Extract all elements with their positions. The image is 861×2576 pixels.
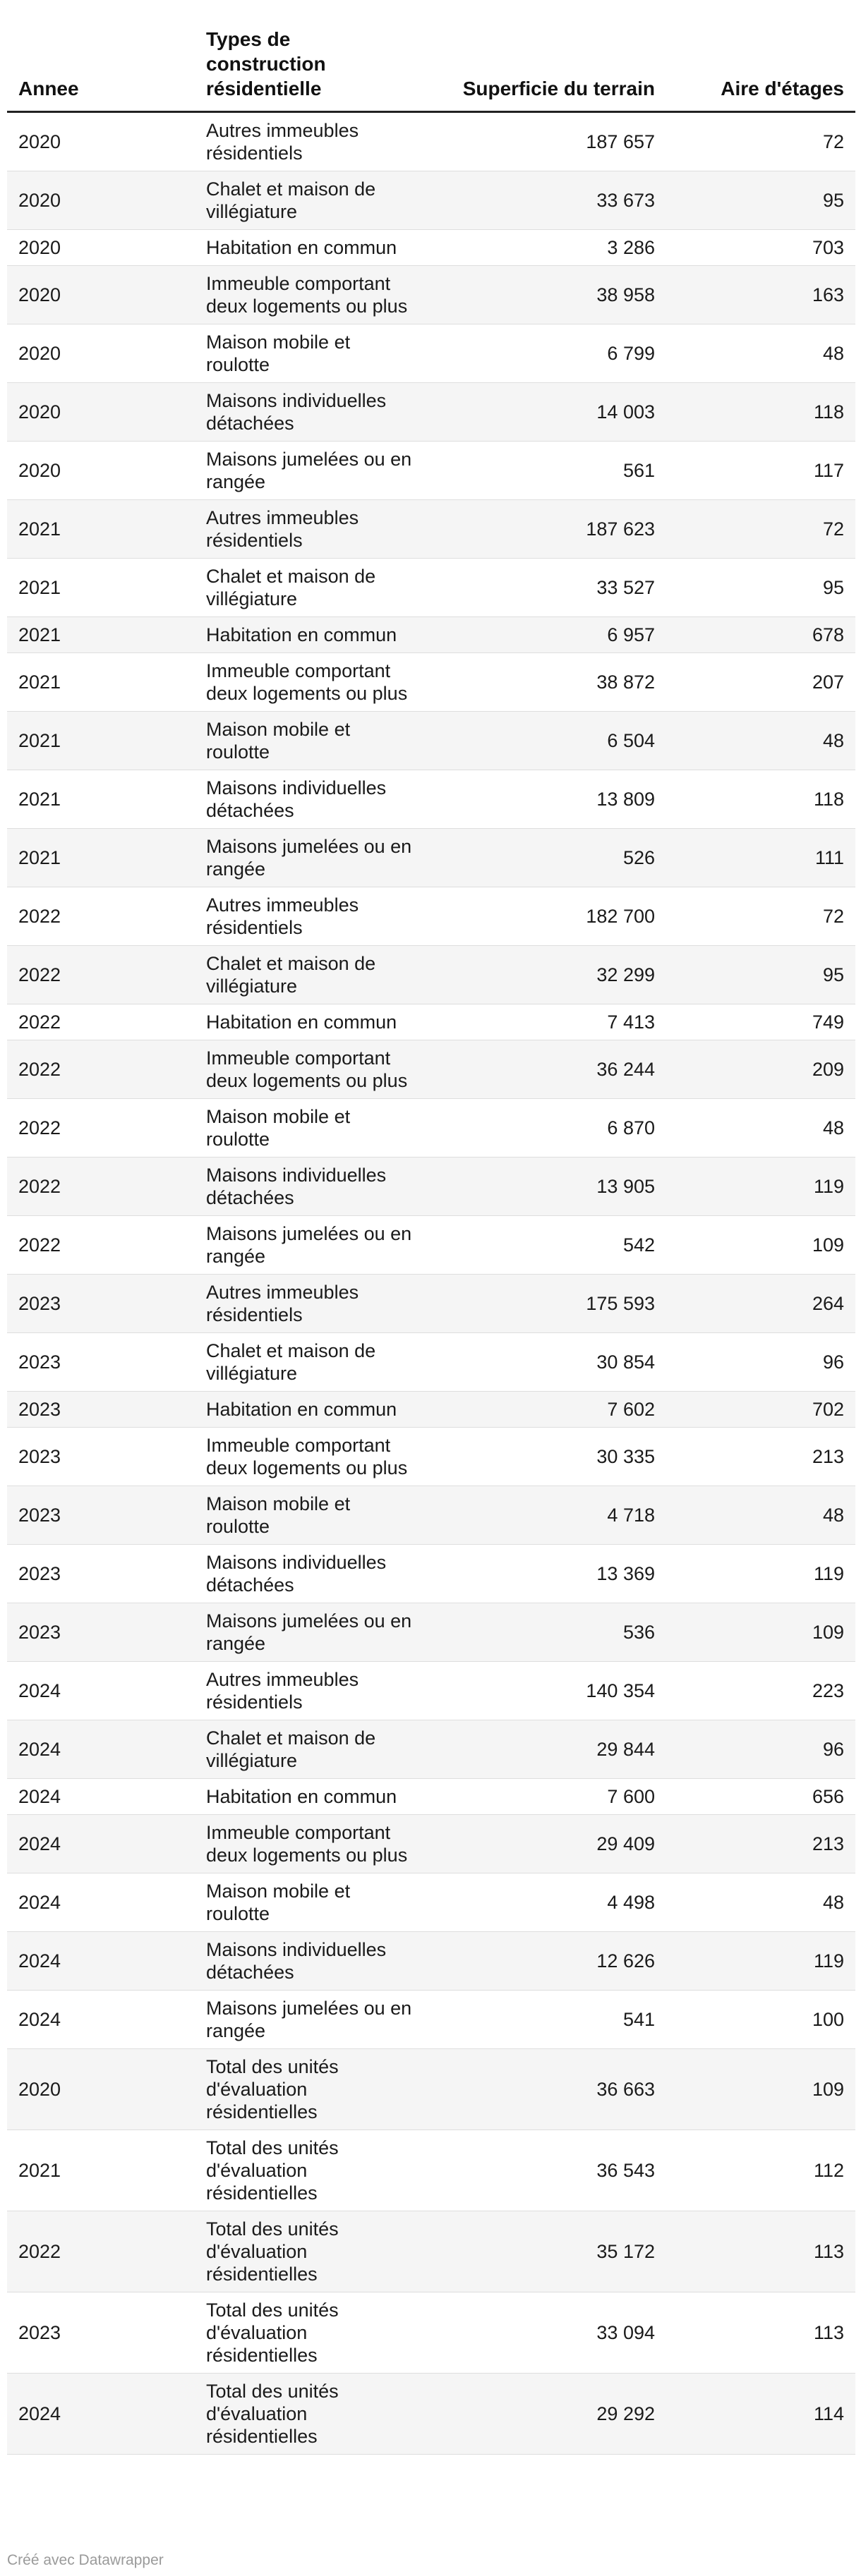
type-cell: Chalet et maison de villégiature bbox=[196, 559, 422, 617]
type-cell: Maisons jumelées ou en rangée bbox=[196, 442, 422, 500]
type-cell: Chalet et maison de villégiature bbox=[196, 946, 422, 1004]
year-cell: 2022 bbox=[7, 887, 196, 946]
aire-cell: 48 bbox=[666, 324, 855, 383]
aire-cell: 112 bbox=[666, 2130, 855, 2211]
type-cell: Total des unités d'évaluation résidentielles bbox=[196, 2049, 422, 2130]
superficie-cell: 36 543 bbox=[422, 2130, 666, 2211]
superficie-cell: 29 844 bbox=[422, 1720, 666, 1779]
superficie-cell: 29 292 bbox=[422, 2374, 666, 2455]
year-cell: 2022 bbox=[7, 1216, 196, 1275]
year-cell: 2024 bbox=[7, 1873, 196, 1932]
year-cell: 2021 bbox=[7, 770, 196, 829]
aire-cell: 117 bbox=[666, 442, 855, 500]
table-row bbox=[7, 230, 855, 266]
table-row bbox=[7, 712, 855, 770]
superficie-cell: 6 870 bbox=[422, 1099, 666, 1158]
aire-cell: 72 bbox=[666, 887, 855, 946]
superficie-cell: 140 354 bbox=[422, 1662, 666, 1720]
data-table bbox=[7, 27, 855, 2455]
year-cell: 2020 bbox=[7, 266, 196, 324]
type-cell: Autres immeubles résidentiels bbox=[196, 1275, 422, 1333]
type-cell: Maisons individuelles détachées bbox=[196, 770, 422, 829]
header-row bbox=[7, 27, 855, 112]
aire-cell: 72 bbox=[666, 500, 855, 559]
column-header-aire[interactable]: Aire d'étages bbox=[666, 27, 855, 112]
type-cell: Habitation en commun bbox=[196, 230, 422, 266]
aire-cell: 109 bbox=[666, 1603, 855, 1662]
year-cell: 2020 bbox=[7, 324, 196, 383]
superficie-cell: 7 602 bbox=[422, 1392, 666, 1428]
type-cell: Total des unités d'évaluation résidentielles bbox=[196, 2374, 422, 2455]
superficie-cell: 187 657 bbox=[422, 112, 666, 171]
table-row bbox=[7, 653, 855, 712]
year-cell: 2020 bbox=[7, 442, 196, 500]
superficie-cell: 13 809 bbox=[422, 770, 666, 829]
year-cell: 2024 bbox=[7, 1932, 196, 1991]
table-row bbox=[7, 1932, 855, 1991]
year-cell: 2023 bbox=[7, 1603, 196, 1662]
table-row bbox=[7, 2292, 855, 2374]
aire-cell: 48 bbox=[666, 1486, 855, 1545]
aire-cell: 109 bbox=[666, 1216, 855, 1275]
table-row bbox=[7, 1815, 855, 1873]
superficie-cell: 561 bbox=[422, 442, 666, 500]
table-row bbox=[7, 324, 855, 383]
year-cell: 2021 bbox=[7, 559, 196, 617]
superficie-cell: 182 700 bbox=[422, 887, 666, 946]
table-row bbox=[7, 559, 855, 617]
year-cell: 2023 bbox=[7, 1486, 196, 1545]
table-row bbox=[7, 1662, 855, 1720]
aire-cell: 703 bbox=[666, 230, 855, 266]
aire-cell: 119 bbox=[666, 1545, 855, 1603]
year-cell: 2022 bbox=[7, 1004, 196, 1040]
superficie-cell: 14 003 bbox=[422, 383, 666, 442]
table-row bbox=[7, 1779, 855, 1815]
superficie-cell: 29 409 bbox=[422, 1815, 666, 1873]
aire-cell: 223 bbox=[666, 1662, 855, 1720]
type-cell: Maison mobile et roulotte bbox=[196, 1099, 422, 1158]
year-cell: 2020 bbox=[7, 230, 196, 266]
type-cell: Maisons individuelles détachées bbox=[196, 383, 422, 442]
aire-cell: 119 bbox=[666, 1932, 855, 1991]
type-cell: Maisons jumelées ou en rangée bbox=[196, 1216, 422, 1275]
table-row bbox=[7, 2374, 855, 2455]
column-header-year[interactable]: Annee bbox=[7, 27, 196, 112]
aire-cell: 96 bbox=[666, 1720, 855, 1779]
aire-cell: 48 bbox=[666, 712, 855, 770]
table-row bbox=[7, 1486, 855, 1545]
column-header-type[interactable]: Types de construction résidentielle bbox=[196, 27, 422, 112]
superficie-cell: 30 335 bbox=[422, 1428, 666, 1486]
year-cell: 2020 bbox=[7, 383, 196, 442]
table-row bbox=[7, 829, 855, 887]
aire-cell: 209 bbox=[666, 1040, 855, 1099]
superficie-cell: 187 623 bbox=[422, 500, 666, 559]
table-row bbox=[7, 1720, 855, 1779]
table-body bbox=[7, 112, 855, 2455]
table-header bbox=[7, 27, 855, 112]
year-cell: 2024 bbox=[7, 1815, 196, 1873]
aire-cell: 100 bbox=[666, 1991, 855, 2049]
type-cell: Autres immeubles résidentiels bbox=[196, 1662, 422, 1720]
superficie-cell: 3 286 bbox=[422, 230, 666, 266]
table-row bbox=[7, 500, 855, 559]
year-cell: 2024 bbox=[7, 1779, 196, 1815]
superficie-cell: 13 369 bbox=[422, 1545, 666, 1603]
table-row bbox=[7, 442, 855, 500]
type-cell: Maisons individuelles détachées bbox=[196, 1545, 422, 1603]
type-cell: Autres immeubles résidentiels bbox=[196, 887, 422, 946]
table-row bbox=[7, 1216, 855, 1275]
type-cell: Total des unités d'évaluation résidentielles bbox=[196, 2292, 422, 2374]
year-cell: 2020 bbox=[7, 2049, 196, 2130]
type-cell: Immeuble comportant deux logements ou plus bbox=[196, 266, 422, 324]
data-table-container bbox=[7, 27, 855, 2455]
superficie-cell: 33 673 bbox=[422, 171, 666, 230]
superficie-cell: 541 bbox=[422, 1991, 666, 2049]
aire-cell: 163 bbox=[666, 266, 855, 324]
type-cell: Maison mobile et roulotte bbox=[196, 1486, 422, 1545]
year-cell: 2022 bbox=[7, 1099, 196, 1158]
aire-cell: 114 bbox=[666, 2374, 855, 2455]
aire-cell: 96 bbox=[666, 1333, 855, 1392]
type-cell: Habitation en commun bbox=[196, 1779, 422, 1815]
type-cell: Maison mobile et roulotte bbox=[196, 324, 422, 383]
year-cell: 2024 bbox=[7, 1991, 196, 2049]
table-row bbox=[7, 887, 855, 946]
superficie-cell: 33 527 bbox=[422, 559, 666, 617]
year-cell: 2024 bbox=[7, 2374, 196, 2455]
type-cell: Autres immeubles résidentiels bbox=[196, 500, 422, 559]
aire-cell: 95 bbox=[666, 559, 855, 617]
year-cell: 2020 bbox=[7, 112, 196, 171]
superficie-cell: 13 905 bbox=[422, 1158, 666, 1216]
superficie-cell: 6 957 bbox=[422, 617, 666, 653]
superficie-cell: 4 498 bbox=[422, 1873, 666, 1932]
year-cell: 2022 bbox=[7, 1040, 196, 1099]
table-row bbox=[7, 2049, 855, 2130]
aire-cell: 109 bbox=[666, 2049, 855, 2130]
superficie-cell: 12 626 bbox=[422, 1932, 666, 1991]
table-row bbox=[7, 1392, 855, 1428]
type-cell: Maison mobile et roulotte bbox=[196, 712, 422, 770]
table-row bbox=[7, 2211, 855, 2292]
aire-cell: 113 bbox=[666, 2292, 855, 2374]
year-cell: 2021 bbox=[7, 2130, 196, 2211]
year-cell: 2023 bbox=[7, 1428, 196, 1486]
table-row bbox=[7, 1873, 855, 1932]
type-cell: Habitation en commun bbox=[196, 1392, 422, 1428]
table-row bbox=[7, 112, 855, 171]
aire-cell: 119 bbox=[666, 1158, 855, 1216]
type-cell: Maisons jumelées ou en rangée bbox=[196, 1991, 422, 2049]
table-row bbox=[7, 2130, 855, 2211]
type-cell: Autres immeubles résidentiels bbox=[196, 112, 422, 171]
superficie-cell: 38 872 bbox=[422, 653, 666, 712]
type-cell: Maisons individuelles détachées bbox=[196, 1932, 422, 1991]
table-row bbox=[7, 383, 855, 442]
superficie-cell: 175 593 bbox=[422, 1275, 666, 1333]
superficie-cell: 35 172 bbox=[422, 2211, 666, 2292]
year-cell: 2020 bbox=[7, 171, 196, 230]
superficie-cell: 36 663 bbox=[422, 2049, 666, 2130]
type-cell: Immeuble comportant deux logements ou plus bbox=[196, 653, 422, 712]
aire-cell: 95 bbox=[666, 946, 855, 1004]
table-row bbox=[7, 1991, 855, 2049]
aire-cell: 48 bbox=[666, 1099, 855, 1158]
aire-cell: 118 bbox=[666, 383, 855, 442]
year-cell: 2021 bbox=[7, 617, 196, 653]
table-row bbox=[7, 1545, 855, 1603]
column-header-superficie[interactable]: Superficie du terrain bbox=[422, 27, 666, 112]
table-row bbox=[7, 1099, 855, 1158]
aire-cell: 48 bbox=[666, 1873, 855, 1932]
table-row bbox=[7, 171, 855, 230]
superficie-cell: 542 bbox=[422, 1216, 666, 1275]
datawrapper-credit: Créé avec Datawrapper bbox=[7, 2552, 164, 2568]
superficie-cell: 32 299 bbox=[422, 946, 666, 1004]
type-cell: Chalet et maison de villégiature bbox=[196, 171, 422, 230]
year-cell: 2023 bbox=[7, 1392, 196, 1428]
aire-cell: 749 bbox=[666, 1004, 855, 1040]
table-row bbox=[7, 1004, 855, 1040]
superficie-cell: 7 413 bbox=[422, 1004, 666, 1040]
superficie-cell: 6 504 bbox=[422, 712, 666, 770]
year-cell: 2021 bbox=[7, 712, 196, 770]
type-cell: Chalet et maison de villégiature bbox=[196, 1720, 422, 1779]
year-cell: 2024 bbox=[7, 1662, 196, 1720]
year-cell: 2021 bbox=[7, 829, 196, 887]
table-row bbox=[7, 1158, 855, 1216]
year-cell: 2024 bbox=[7, 1720, 196, 1779]
year-cell: 2021 bbox=[7, 653, 196, 712]
table-row bbox=[7, 266, 855, 324]
table-row bbox=[7, 946, 855, 1004]
superficie-cell: 30 854 bbox=[422, 1333, 666, 1392]
superficie-cell: 4 718 bbox=[422, 1486, 666, 1545]
type-cell: Habitation en commun bbox=[196, 1004, 422, 1040]
superficie-cell: 7 600 bbox=[422, 1779, 666, 1815]
aire-cell: 213 bbox=[666, 1815, 855, 1873]
year-cell: 2023 bbox=[7, 1545, 196, 1603]
year-cell: 2021 bbox=[7, 500, 196, 559]
table-row bbox=[7, 770, 855, 829]
type-cell: Total des unités d'évaluation résidentielles bbox=[196, 2211, 422, 2292]
type-cell: Immeuble comportant deux logements ou plus bbox=[196, 1428, 422, 1486]
aire-cell: 111 bbox=[666, 829, 855, 887]
aire-cell: 264 bbox=[666, 1275, 855, 1333]
table-row bbox=[7, 1040, 855, 1099]
aire-cell: 72 bbox=[666, 112, 855, 171]
year-cell: 2023 bbox=[7, 1275, 196, 1333]
table-row bbox=[7, 1428, 855, 1486]
aire-cell: 95 bbox=[666, 171, 855, 230]
type-cell: Maisons jumelées ou en rangée bbox=[196, 829, 422, 887]
superficie-cell: 33 094 bbox=[422, 2292, 666, 2374]
year-cell: 2023 bbox=[7, 1333, 196, 1392]
type-cell: Maisons jumelées ou en rangée bbox=[196, 1603, 422, 1662]
superficie-cell: 6 799 bbox=[422, 324, 666, 383]
superficie-cell: 526 bbox=[422, 829, 666, 887]
year-cell: 2022 bbox=[7, 1158, 196, 1216]
aire-cell: 213 bbox=[666, 1428, 855, 1486]
superficie-cell: 38 958 bbox=[422, 266, 666, 324]
aire-cell: 118 bbox=[666, 770, 855, 829]
type-cell: Maison mobile et roulotte bbox=[196, 1873, 422, 1932]
aire-cell: 678 bbox=[666, 617, 855, 653]
table-row bbox=[7, 1603, 855, 1662]
type-cell: Habitation en commun bbox=[196, 617, 422, 653]
table-row bbox=[7, 617, 855, 653]
table-row bbox=[7, 1275, 855, 1333]
table-row bbox=[7, 1333, 855, 1392]
aire-cell: 207 bbox=[666, 653, 855, 712]
aire-cell: 656 bbox=[666, 1779, 855, 1815]
superficie-cell: 36 244 bbox=[422, 1040, 666, 1099]
superficie-cell: 536 bbox=[422, 1603, 666, 1662]
year-cell: 2022 bbox=[7, 2211, 196, 2292]
aire-cell: 113 bbox=[666, 2211, 855, 2292]
type-cell: Immeuble comportant deux logements ou plus bbox=[196, 1040, 422, 1099]
type-cell: Chalet et maison de villégiature bbox=[196, 1333, 422, 1392]
type-cell: Total des unités d'évaluation résidentielles bbox=[196, 2130, 422, 2211]
type-cell: Maisons individuelles détachées bbox=[196, 1158, 422, 1216]
aire-cell: 702 bbox=[666, 1392, 855, 1428]
type-cell: Immeuble comportant deux logements ou plus bbox=[196, 1815, 422, 1873]
year-cell: 2022 bbox=[7, 946, 196, 1004]
year-cell: 2023 bbox=[7, 2292, 196, 2374]
